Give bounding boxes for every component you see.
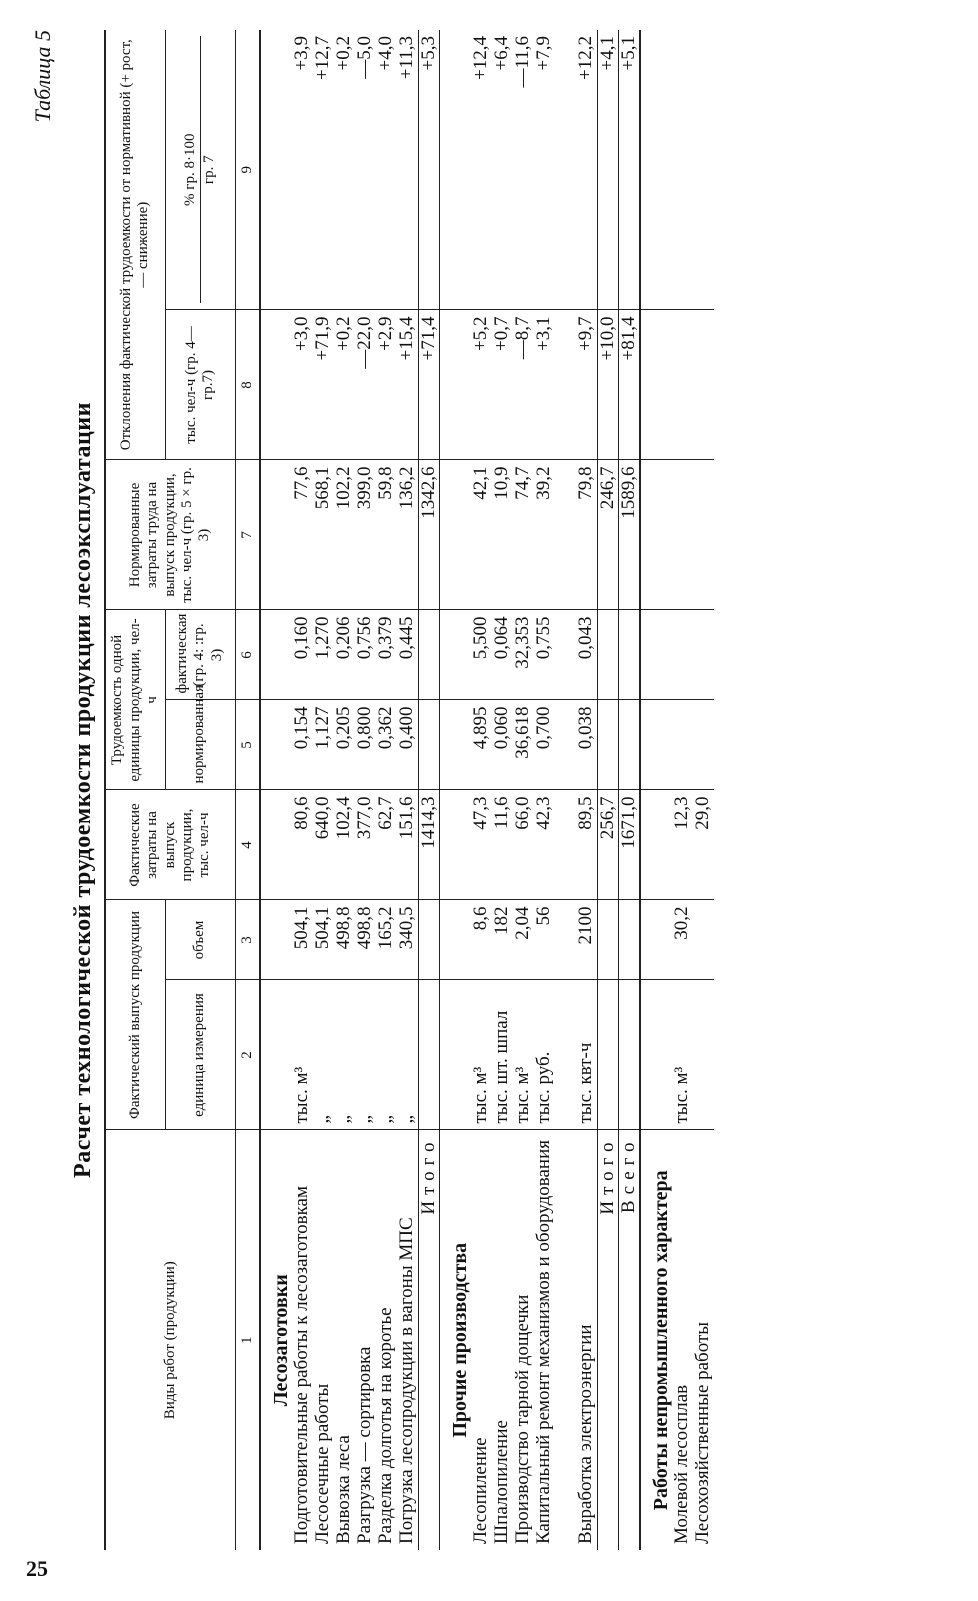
- labor-intensity-table: [104, 30, 714, 1550]
- units: [292, 980, 419, 1130]
- normatives: [292, 700, 419, 790]
- column-number: 3: [235, 900, 260, 980]
- grand-total-label: Всего: [618, 1130, 639, 1550]
- table-label: Таблица 5: [30, 30, 55, 123]
- unit-cell: тыс. м³: [670, 1066, 692, 1124]
- work-names: [292, 1130, 419, 1550]
- volumes: [471, 900, 598, 980]
- volume-cell: 504,1: [290, 906, 312, 950]
- total-dev-pct: +4,1: [597, 30, 618, 310]
- dev-abs-cell: +0,2: [332, 316, 354, 351]
- actual-cell: 0,379: [374, 616, 396, 660]
- normative-cell: 0,060: [490, 706, 512, 750]
- work-name: Производство тарной дощечки: [511, 1294, 533, 1544]
- header-dev-abs: тыс. чел-ч (гр. 4—гр.7): [165, 310, 235, 460]
- volumes: [672, 900, 714, 980]
- header-actual-costs: Фактические затраты на выпуск продукции, тыс. чел-ч: [105, 790, 235, 900]
- dev-pct: [292, 30, 419, 310]
- normative-cell: 0,154: [290, 706, 312, 750]
- norm-cost-cell: 74,7: [511, 466, 533, 500]
- actual-cell: 0,043: [574, 616, 596, 660]
- norm-cost-cell: 399,0: [353, 466, 375, 510]
- norm-costs: [471, 460, 598, 610]
- actual-costs: [471, 790, 598, 900]
- actual-cell: 1,270: [311, 616, 333, 660]
- section-title: Прочие производства: [448, 1242, 471, 1438]
- header-dev-pct: [165, 30, 235, 310]
- norm-cost-cell: 136,2: [395, 466, 417, 510]
- unit-cell: „: [374, 1115, 396, 1124]
- work-names: [672, 1130, 714, 1550]
- work-names: [471, 1130, 598, 1550]
- rotated-page-content: [22, 30, 962, 1550]
- unit-cell: „: [311, 1115, 333, 1124]
- dev-abs-cell: +9,7: [574, 316, 596, 351]
- header-dev-pct-top: % гр. 8·100: [182, 36, 200, 304]
- work-name: Молевой лесосплав: [670, 1384, 692, 1544]
- dev-abs-cell: +71,9: [311, 316, 333, 361]
- grand-total-actual-costs: 1671,0: [618, 790, 639, 900]
- actual-cost-cell: 42,3: [532, 796, 554, 830]
- actual-cost-cell: 377,0: [353, 796, 375, 840]
- work-name: Подготовительные работы к лесозаготовкам: [290, 1185, 312, 1544]
- actual-cell: 0,206: [332, 616, 354, 660]
- dev-pct-cell: +6,4: [490, 35, 512, 71]
- actual-cell: 0,160: [290, 616, 312, 660]
- units: [672, 980, 714, 1130]
- dev-abs-cell: +3,0: [290, 316, 312, 351]
- header-work-types: Виды работ (продукции): [105, 1130, 235, 1550]
- actual-cell: 0,064: [490, 616, 512, 660]
- total-norm-costs: 246,7: [597, 460, 618, 610]
- volume-cell: 498,8: [353, 906, 375, 950]
- volume-cell: 340,5: [395, 906, 417, 950]
- normative-cell: 0,800: [353, 706, 375, 750]
- dev-pct-cell: —11,6: [511, 35, 533, 88]
- unit-cell: „: [353, 1115, 375, 1124]
- normative-cell: 0,362: [374, 706, 396, 750]
- total-dev-abs: +10,0: [597, 310, 618, 460]
- actual-cost-cell: 29,0: [691, 796, 713, 830]
- norm-cost-cell: 77,6: [290, 466, 312, 500]
- column-number: 7: [235, 460, 260, 610]
- unit-cell: тыс. квт-ч: [574, 1042, 596, 1124]
- total-actual-costs: 1414,3: [418, 790, 439, 900]
- norm-cost-cell: 42,1: [469, 466, 491, 500]
- work-name: Выработка электроэнергии: [574, 1324, 596, 1544]
- dev-abs-cell: +3,1: [532, 316, 554, 351]
- column-number: 9: [235, 30, 260, 310]
- section-title: Работы непромышленного характера: [649, 1170, 672, 1511]
- section-title: Лесозаготовки: [269, 1274, 292, 1407]
- unit-cell: тыс. м³: [290, 1066, 312, 1124]
- units: [471, 980, 598, 1130]
- header-norm-costs: Нормированные затраты труда на выпуск продукции, тыс. чел-ч (гр. 5 × гр. 3): [105, 460, 235, 610]
- normative-cell: 0,700: [532, 706, 554, 750]
- actual-cell: 0,755: [532, 616, 554, 660]
- normative-cell: 1,127: [311, 706, 333, 750]
- actual-cost-cell: 102,4: [332, 796, 354, 840]
- dev-abs-cell: +2,9: [374, 316, 396, 351]
- column-number: 2: [235, 980, 260, 1130]
- work-name: Вывозка леса: [332, 1435, 354, 1544]
- normatives: [471, 700, 598, 790]
- volume-cell: 8,6: [469, 906, 491, 931]
- work-name: Лесосечные работы: [311, 1383, 333, 1544]
- dev-abs-cell: +0,7: [490, 316, 512, 351]
- actuals: [471, 610, 598, 700]
- total-actual-costs: 256,7: [597, 790, 618, 900]
- normative-cell: 36,618: [511, 706, 533, 759]
- grand-total-dev-abs: +81,4: [618, 310, 639, 460]
- dev-abs-cell: +15,4: [395, 316, 417, 361]
- unit-cell: тыс. шт. шпал: [490, 1010, 512, 1124]
- total-dev-abs: +71,4: [418, 310, 439, 460]
- volume-cell: [693, 907, 714, 974]
- table-title: Расчет технологической трудоемкости продукции лесоэксплуатации: [70, 402, 96, 1178]
- dev-pct-cell: +12,7: [311, 35, 333, 80]
- work-name: Разделка долготья на коротье: [374, 1307, 396, 1544]
- dev-pct-cell: +3,9: [290, 35, 312, 71]
- actual-cost-cell: 11,6: [490, 796, 512, 830]
- work-name: Лесохозяйственные работы: [691, 1321, 713, 1544]
- actual-cost-cell: 47,3: [469, 796, 491, 830]
- dev-abs-cell: —8,7: [511, 316, 533, 360]
- volume-cell: 165,2: [374, 906, 396, 950]
- actual-cost-cell: 89,5: [574, 796, 596, 830]
- header-actual: фактическая (гр. 4: :гр. 3): [165, 610, 235, 700]
- dev-abs-cell: —22,0: [353, 316, 375, 369]
- unit-cell: тыс. руб.: [532, 1051, 554, 1124]
- actual-cell: 0,756: [353, 616, 375, 660]
- header-volume: объем: [165, 900, 235, 980]
- actual-cost-cell: 12,3: [670, 796, 692, 830]
- volume-cell: 2,04: [511, 906, 533, 940]
- work-name: Погрузка лесопродукции в вагоны МПС: [395, 1217, 417, 1544]
- norm-cost-cell: 10,9: [490, 466, 512, 500]
- dev-pct: [471, 30, 598, 310]
- header-labor-group: Трудоемкость одной единицы продукции, чел-ч: [105, 610, 165, 790]
- dev-abs: [292, 310, 419, 460]
- norm-cost-cell: 79,8: [574, 466, 596, 500]
- dev-pct-cell: —5,0: [353, 35, 375, 79]
- actual-cell: 0,445: [395, 616, 417, 660]
- dev-pct-cell: +11,3: [395, 35, 417, 80]
- actual-cost-cell: 151,6: [395, 796, 417, 840]
- actual-costs: [292, 790, 419, 900]
- normative-cell: 4,895: [469, 706, 491, 750]
- dev-pct-cell: +7,9: [532, 35, 554, 71]
- column-number: 8: [235, 310, 260, 460]
- norm-cost-cell: 102,2: [332, 466, 354, 510]
- unit-cell: [693, 987, 714, 1124]
- column-number: 6: [235, 610, 260, 700]
- dev-abs: [471, 310, 598, 460]
- actual-cost-cell: 80,6: [290, 796, 312, 830]
- volume-cell: 498,8: [332, 906, 354, 950]
- actual-cost-cell: 62,7: [374, 796, 396, 830]
- grand-total-norm-costs: 1589,6: [618, 460, 639, 610]
- volume-cell: 504,1: [311, 906, 333, 950]
- volume-cell: 2100: [574, 906, 596, 945]
- unit-cell: тыс. м³: [511, 1066, 533, 1124]
- column-number: 1: [235, 1130, 260, 1550]
- norm-cost-cell: 39,2: [532, 466, 554, 500]
- column-number: 4: [235, 790, 260, 900]
- normative-cell: 0,038: [574, 706, 596, 750]
- actual-cell: 5,500: [469, 616, 491, 660]
- norm-cost-cell: 59,8: [374, 466, 396, 500]
- work-name: Шпалопиление: [490, 1420, 512, 1544]
- volume-cell: 182: [490, 906, 512, 935]
- work-name: Капитальный ремонт механизмов и оборудования: [532, 1140, 554, 1544]
- dev-pct-cell: +4,0: [374, 35, 396, 71]
- dev-pct-cell: +12,4: [469, 35, 491, 80]
- actual-costs: [672, 790, 714, 900]
- dev-abs-cell: +5,2: [469, 316, 491, 351]
- dev-pct-cell: +0,2: [332, 35, 354, 71]
- column-number: 5: [235, 700, 260, 790]
- header-output-group: Фактический выпуск продукции: [105, 900, 165, 1130]
- actual-cost-cell: 66,0: [511, 796, 533, 830]
- unit-cell: тыс. м³: [469, 1066, 491, 1124]
- header-deviation-group: Отклонения фактической трудоемкости от нормативной (+ рост, — снижение): [105, 30, 165, 460]
- unit-cell: „: [395, 1115, 417, 1124]
- normative-cell: 0,205: [332, 706, 354, 750]
- norm-costs: [292, 460, 419, 610]
- actual-cost-cell: 640,0: [311, 796, 333, 840]
- header-normative: нормированная: [165, 700, 235, 790]
- total-dev-pct: +5,3: [418, 30, 439, 310]
- volume-cell: 30,2: [670, 906, 692, 940]
- total-label: Итого: [597, 1130, 618, 1550]
- page-number: 25: [26, 1556, 48, 1581]
- total-label: Итого: [418, 1130, 439, 1550]
- header-dev-pct-bottom: гр. 7: [200, 155, 217, 185]
- normative-cell: 0,400: [395, 706, 417, 750]
- header-unit: единица измерения: [165, 980, 235, 1130]
- actual-cell: 32,353: [511, 616, 533, 669]
- grand-total-dev-pct: +5,1: [618, 30, 639, 310]
- volume-cell: 56: [532, 906, 554, 926]
- work-name: Лесопиление: [469, 1437, 491, 1544]
- total-norm-costs: 1342,6: [418, 460, 439, 610]
- work-name: Разгрузка — сортировка: [353, 1346, 375, 1544]
- volumes: [292, 900, 419, 980]
- unit-cell: „: [332, 1115, 354, 1124]
- dev-pct-cell: +12,2: [574, 35, 596, 80]
- norm-cost-cell: 568,1: [311, 466, 333, 510]
- actuals: [292, 610, 419, 700]
